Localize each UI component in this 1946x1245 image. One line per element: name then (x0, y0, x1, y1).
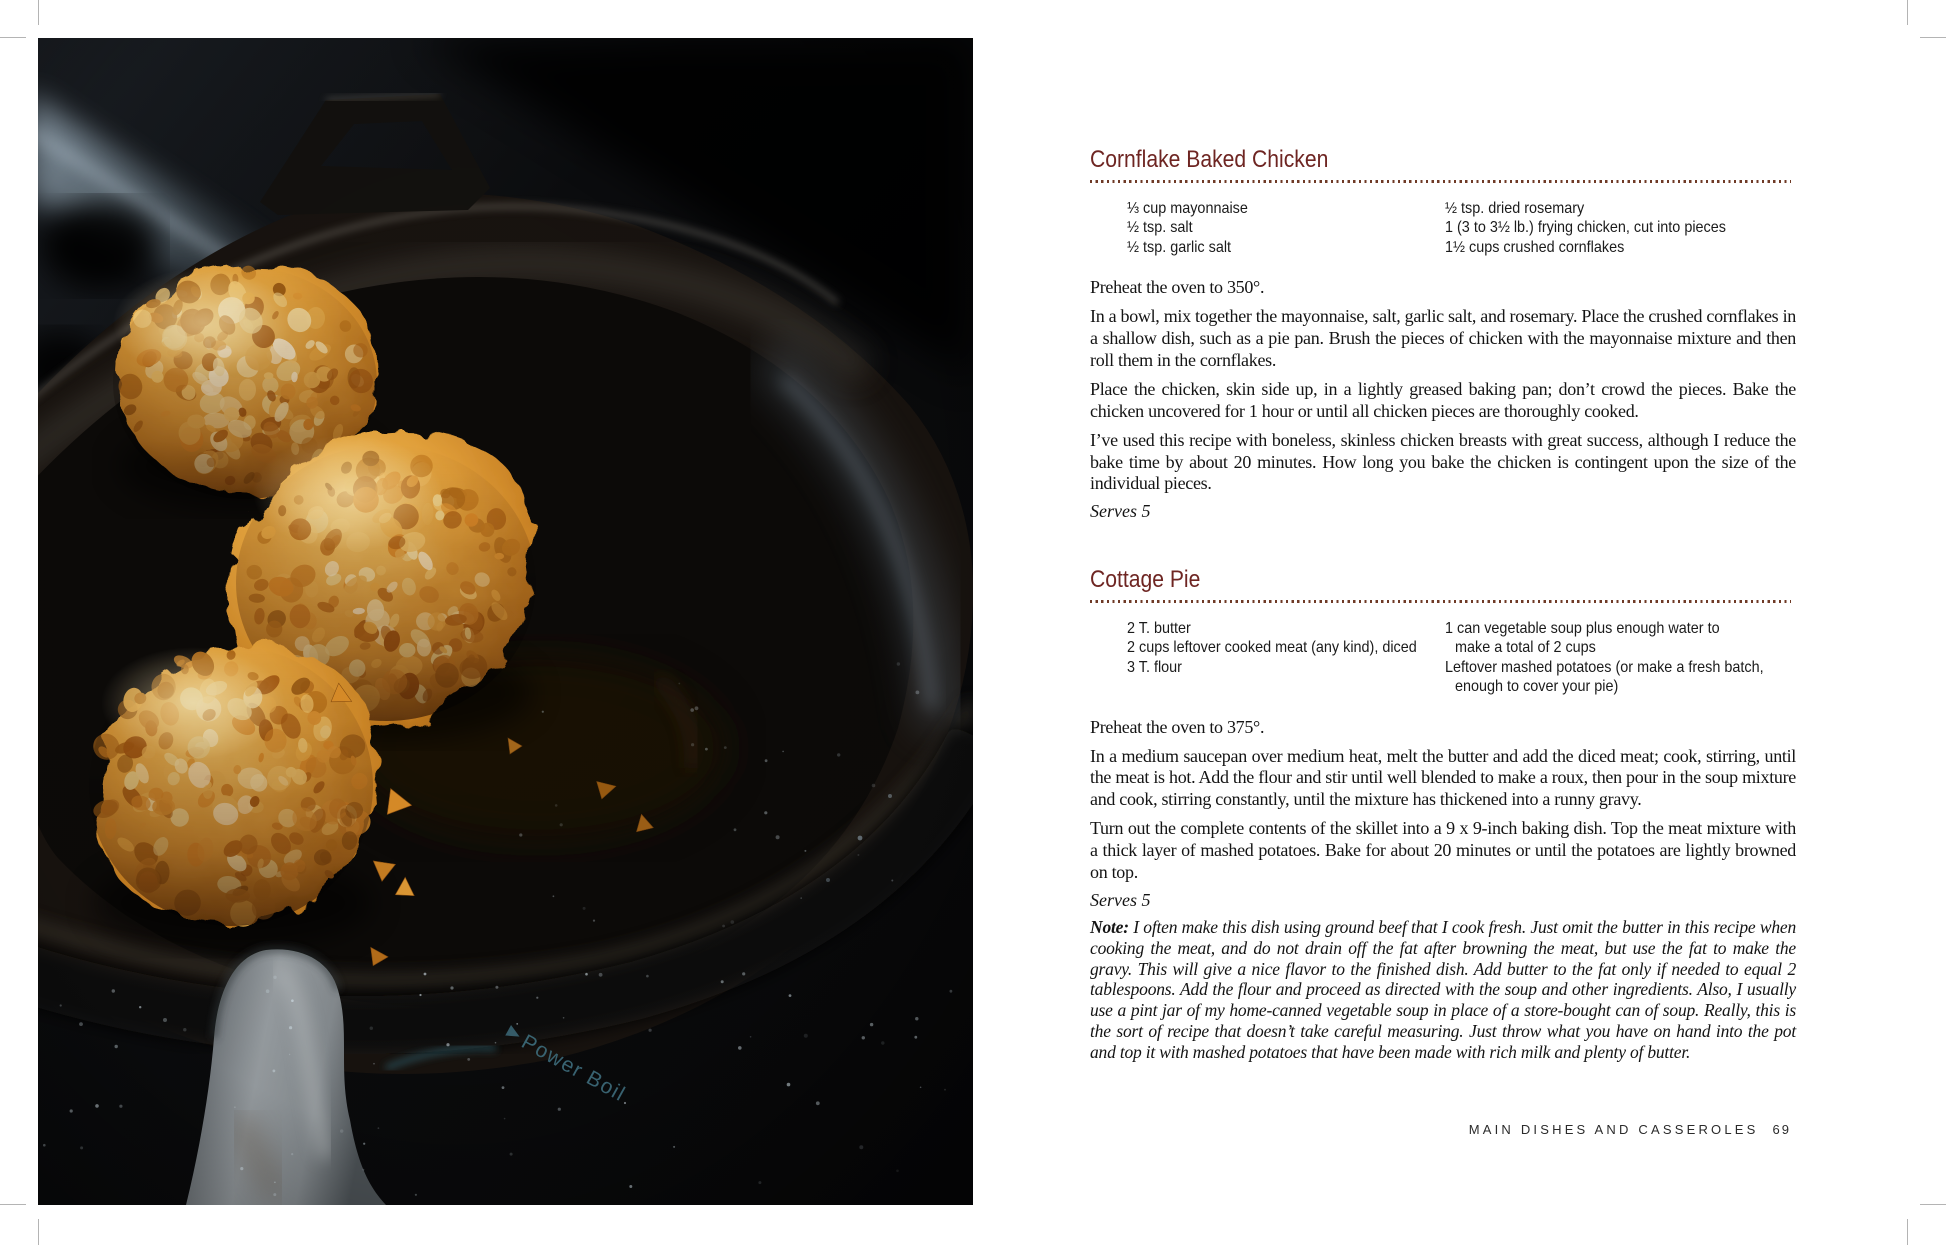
recipe-step: Preheat the oven to 375°. (1090, 716, 1265, 737)
recipe-step: Place the chicken, skin side up, in a lightly greased baking pan; don’t crowd the pieces. Bake the chicken uncovered for 1 hour or until all chicken pieces are thoroughly cooked. (1090, 378, 1796, 421)
crop-mark-top-right-horizontal (1920, 37, 1946, 38)
ingredient: 2 T. butter (1127, 620, 1191, 637)
crop-mark-bottom-right-vertical (1907, 1219, 1908, 1245)
ingredient: ½ tsp. salt (1127, 219, 1193, 237)
ingredient: 3 T. flour (1127, 658, 1182, 676)
crop-mark-top-right-vertical (1907, 0, 1908, 25)
serves-line: Serves 5 (1090, 889, 1151, 910)
recipe-step: In a bowl, mix together the mayonnaise, salt, garlic salt, and rosemary. Place the crushed cornflakes in a shallow dish, such as a pie pan. Brush the pieces of chicken with the mayonnaise mixture and then roll them in the cornflakes. (1090, 306, 1796, 370)
recipe-step: Preheat the oven to 350°. (1090, 277, 1265, 298)
photo-vignette (38, 38, 973, 1205)
ingredient: ½ tsp. dried rosemary (1445, 200, 1585, 217)
ingredient: 2 cups leftover cooked meat (any kind), diced (1127, 639, 1417, 657)
note-text: I often make this dish using ground beef that I cook fresh. Just omit the butter in this recipe when cooking the meat, and do not drain off the fat after browning the meat, but use the fat to make the gravy. This will give a nice flavor to the finished dish. Add butter to the fat only if needed to equal 2 tablespoons. Add the flour and proceed as directed with the soup and other ingredients. Also, I usually use a pint jar of my home-canned vegetable soup in place of a store-bought can of soup. Really, this is the sort of recipe that doesn’t take careful measuring. Just throw what you have on hand into the pot and top it with mashed potatoes that have been made with rich milk and plenty of butter. (1090, 916, 1796, 1062)
recipe-step: Turn out the complete contents of the skillet into a 9 x 9-inch baking dish. Top the meat mixture with a thick layer of mashed potatoes. Bake for about 20 minutes or until the potatoes are lightly browned on top. (1090, 818, 1796, 883)
ingredient: ⅓ cup mayonnaise (1127, 200, 1248, 217)
note-label: Note: (1090, 916, 1129, 937)
recipe-title (1090, 566, 1796, 594)
recipe-title-text: Cottage Pie (1090, 566, 1201, 593)
recipe-step: In a medium saucepan over medium heat, melt the butter and add the diced meat; cook, stirring, until the meat is hot. Add the flour and stir until well blended to make a roux, then pour in the soup mixture and cook, stirring constantly, until the mixture has thickened into a runny gravy. (1090, 745, 1796, 810)
serves-line: Serves 5 (1090, 501, 1151, 522)
ingredient-wrap-line: make a total of 2 cups (1455, 639, 1596, 657)
ingredients-column-1 (1127, 619, 1445, 697)
crop-mark-bottom-right-horizontal (1920, 1204, 1946, 1205)
ingredient: 1 can vegetable soup plus enough water to (1445, 620, 1720, 637)
crop-mark-bottom-left-vertical (38, 1219, 39, 1245)
recipe-step: I’ve used this recipe with boneless, skinless chicken breasts with great success, although I reduce the bake time by about 20 minutes. How long you bake the chicken is contingent upon the size of the individual pieces. (1090, 429, 1796, 494)
crop-mark-bottom-left-horizontal (0, 1204, 26, 1205)
crop-mark-top-left-horizontal (0, 37, 26, 38)
crop-mark-top-left-vertical (38, 0, 39, 25)
ingredient-wrap-line: enough to cover your pie) (1455, 678, 1619, 696)
ingredients-list (1127, 199, 1796, 257)
skillet-photo-svg (38, 38, 973, 1205)
ingredient: 1 (3 to 3½ lb.) frying chicken, cut into pieces (1445, 219, 1726, 237)
dotted-rule (1090, 600, 1791, 603)
recipe-note (1090, 917, 1796, 1063)
recipe-cottage-pie (1090, 566, 1796, 1063)
recipe-cornflake-baked-chicken (1090, 146, 1796, 522)
ingredient: 1½ cups crushed cornflakes (1445, 238, 1625, 256)
page-number: 69 (1772, 1122, 1791, 1137)
ingredient: Leftover mashed potatoes (or make a fresh batch, (1445, 658, 1764, 676)
dotted-rule (1090, 180, 1791, 183)
ingredients-column-1 (1127, 199, 1445, 257)
recipe-title-text: Cornflake Baked Chicken (1090, 146, 1329, 173)
recipe-title (1090, 146, 1796, 174)
ingredients-column-2 (1445, 619, 1795, 697)
ingredients-list (1127, 619, 1796, 697)
running-footer (1090, 1122, 1791, 1137)
chicken-skillet-photo (38, 38, 973, 1205)
ingredients-column-2 (1445, 199, 1795, 257)
footer-section-label: MAIN DISHES AND CASSEROLES (1468, 1122, 1759, 1137)
ingredient: ½ tsp. garlic salt (1127, 238, 1232, 256)
